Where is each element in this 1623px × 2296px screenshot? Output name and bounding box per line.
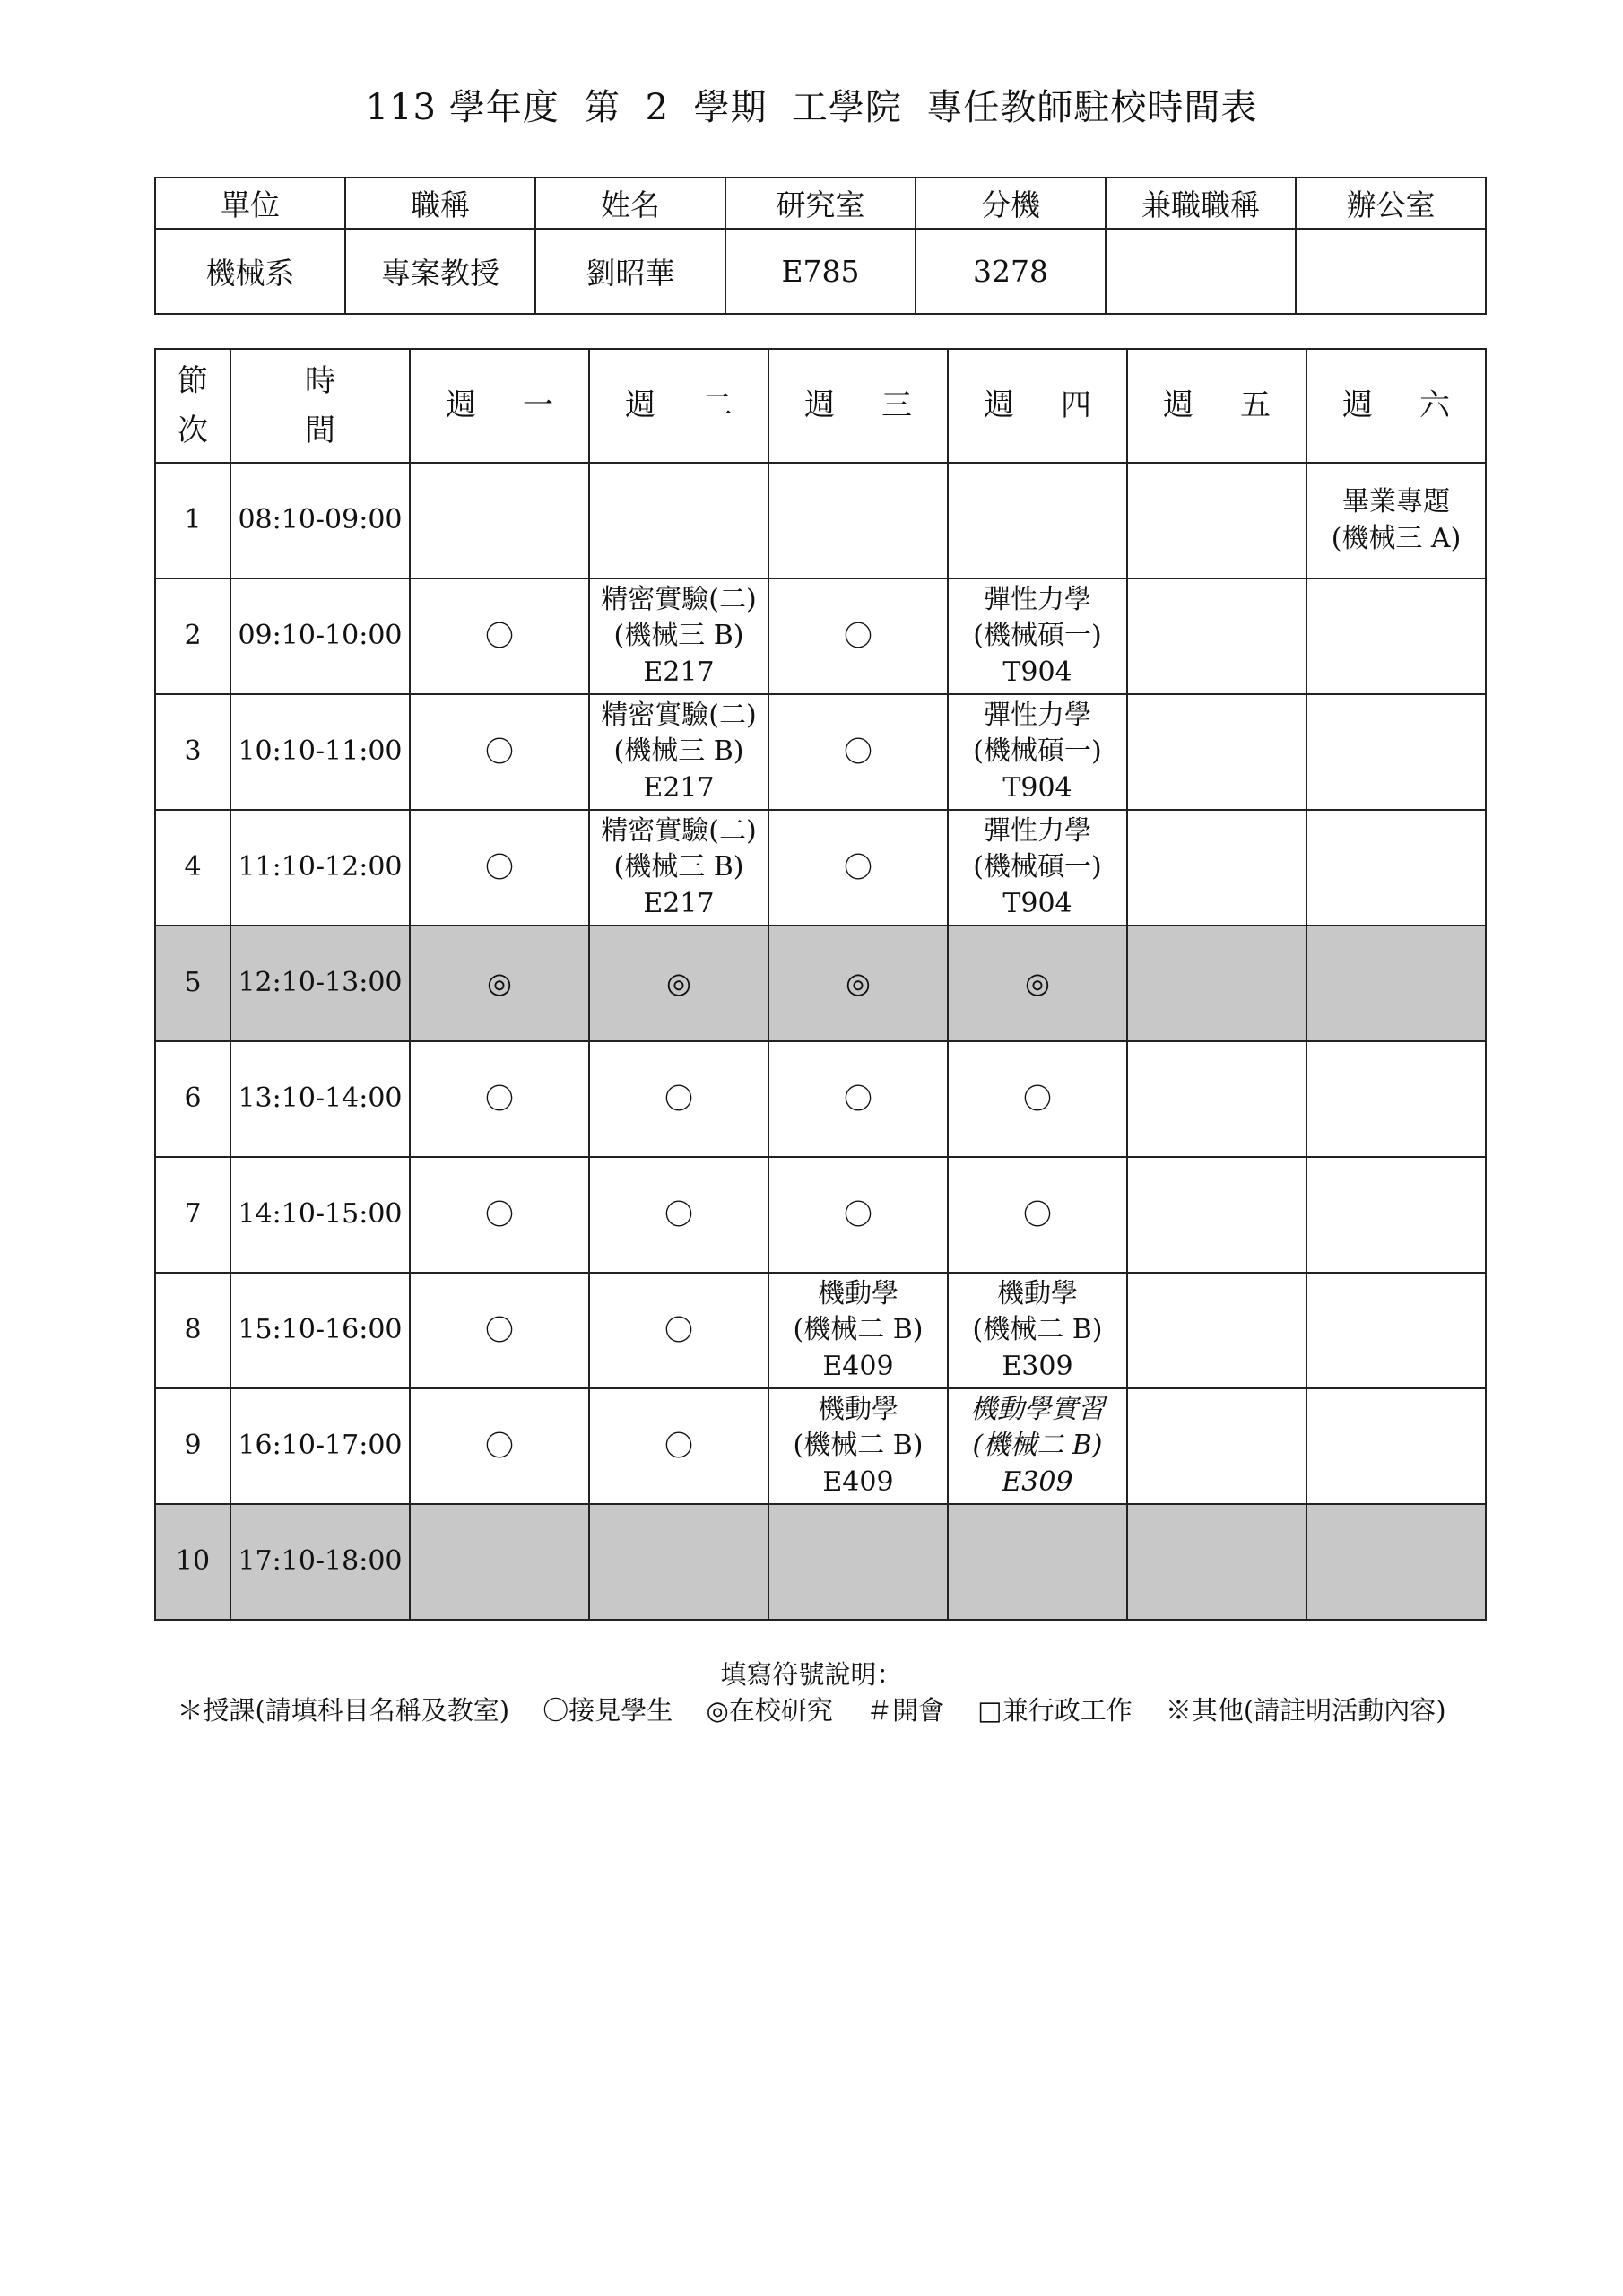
- header-time: [230, 349, 410, 463]
- period-time: 09:10-10:00: [230, 578, 410, 694]
- schedule-cell-mon: [410, 1504, 589, 1620]
- schedule-cell-mon: [410, 1041, 589, 1157]
- period-number: 1: [155, 463, 230, 578]
- info-header-extension: 分機: [916, 178, 1106, 229]
- period-time: 17:10-18:00: [230, 1504, 410, 1620]
- schedule-cell-tue: [589, 1388, 768, 1504]
- info-extension: 3278: [916, 229, 1106, 314]
- schedule-cell-tue: [589, 578, 768, 694]
- period-number: 2: [155, 578, 230, 694]
- info-header-lab: 研究室: [725, 178, 916, 229]
- schedule-cell-thu: [948, 578, 1127, 694]
- schedule-cell-tue: [589, 1157, 768, 1273]
- info-name: 劉昭華: [535, 229, 725, 314]
- schedule-cell-fri: [1127, 1388, 1306, 1504]
- teacher-info-table: [154, 177, 1487, 315]
- schedule-cell-wed: [768, 1273, 948, 1388]
- schedule-cell-mon: [410, 810, 589, 926]
- schedule-cell-sat: [1306, 926, 1486, 1041]
- header-period-top: 節: [178, 363, 208, 400]
- schedule-cell-thu: [948, 1504, 1127, 1620]
- schedule-cell-text: 〇: [843, 1081, 872, 1116]
- header-period: [155, 349, 230, 463]
- schedule-cell-tue: [589, 926, 768, 1041]
- schedule-row: [155, 810, 1486, 926]
- schedule-cell-text: 〇: [664, 1312, 693, 1347]
- schedule-cell-wed: [768, 1041, 948, 1157]
- info-concurrent-title: [1106, 229, 1296, 314]
- schedule-table: [154, 348, 1497, 1621]
- schedule-cell-sat: [1306, 1157, 1486, 1273]
- period-number: 5: [155, 926, 230, 1041]
- info-position: 專案教授: [345, 229, 535, 314]
- period-number: 8: [155, 1273, 230, 1388]
- legend-item-teaching: ＊授課(請填科目名稱及教室): [177, 1695, 510, 1726]
- schedule-cell-sat: [1306, 463, 1486, 578]
- schedule-row: [155, 1388, 1486, 1504]
- schedule-cell-thu: [948, 1157, 1127, 1273]
- period-time: 11:10-12:00: [230, 810, 410, 926]
- info-header-position: 職稱: [345, 178, 535, 229]
- schedule-cell-mon: [410, 926, 589, 1041]
- schedule-cell-text: 精密實驗(二) (機械三 B) E217: [601, 814, 757, 919]
- schedule-cell-fri: [1127, 463, 1306, 578]
- schedule-cell-text: 〇: [484, 849, 514, 884]
- schedule-cell-sat: [1306, 1273, 1486, 1388]
- schedule-cell-text: 彈性力學 (機械碩一) T904: [973, 814, 1102, 919]
- period-time: 15:10-16:00: [230, 1273, 410, 1388]
- schedule-cell-wed: [768, 1388, 948, 1504]
- schedule-cell-text: 彈性力學 (機械碩一) T904: [973, 583, 1102, 688]
- schedule-cell-text: 機動學 (機械二 B) E409: [793, 1393, 924, 1498]
- schedule-cell-sat: [1306, 1388, 1486, 1504]
- schedule-cell-mon: [410, 463, 589, 578]
- schedule-cell-wed: [768, 694, 948, 810]
- schedule-row: [155, 578, 1486, 694]
- info-header-name: 姓名: [535, 178, 725, 229]
- schedule-cell-text: 精密實驗(二) (機械三 B) E217: [601, 699, 757, 804]
- header-day-sat: 週六: [1306, 349, 1486, 463]
- schedule-cell-text: 〇: [843, 618, 872, 653]
- period-number: 10: [155, 1504, 230, 1620]
- schedule-cell-thu: [948, 810, 1127, 926]
- schedule-cell-tue: [589, 810, 768, 926]
- period-time: 08:10-09:00: [230, 463, 410, 578]
- schedule-cell-fri: [1127, 694, 1306, 810]
- schedule-cell-tue: [589, 694, 768, 810]
- schedule-cell-text: 〇: [1022, 1081, 1052, 1116]
- schedule-cell-sat: [1306, 1504, 1486, 1620]
- legend-item-meeting: ＃開會: [866, 1695, 945, 1726]
- schedule-cell-tue: [589, 1273, 768, 1388]
- schedule-cell-text: 〇: [843, 849, 872, 884]
- schedule-cell-text: ◎: [487, 965, 512, 1000]
- header-time-top: 時: [305, 363, 335, 400]
- info-header-row: [155, 178, 1486, 229]
- schedule-cell-text: 〇: [843, 734, 872, 769]
- schedule-cell-tue: [589, 1041, 768, 1157]
- schedule-cell-sat: [1306, 578, 1486, 694]
- info-header-unit: 單位: [155, 178, 345, 229]
- schedule-cell-text: 〇: [484, 1312, 514, 1347]
- schedule-cell-text: 精密實驗(二) (機械三 B) E217: [601, 583, 757, 688]
- info-header-office: 辦公室: [1296, 178, 1486, 229]
- legend-item-other: ※其他(請註明活動內容): [1165, 1695, 1446, 1726]
- legend-item-admin: □兼行政工作: [977, 1695, 1133, 1726]
- schedule-cell-fri: [1127, 810, 1306, 926]
- schedule-cell-text: ◎: [666, 965, 691, 1000]
- schedule-cell-text: 〇: [484, 1196, 514, 1231]
- schedule-cell-text: 機動學 (機械二 B) E409: [793, 1277, 924, 1382]
- schedule-row: [155, 694, 1486, 810]
- schedule-row: [155, 1041, 1486, 1157]
- header-day-tue: 週二: [589, 349, 768, 463]
- period-number: 3: [155, 694, 230, 810]
- schedule-cell-thu: [948, 1388, 1127, 1504]
- schedule-cell-text: 〇: [1022, 1196, 1052, 1231]
- header-time-bottom: 間: [305, 412, 335, 448]
- schedule-cell-thu: [948, 463, 1127, 578]
- info-unit: 機械系: [155, 229, 345, 314]
- period-number: 6: [155, 1041, 230, 1157]
- header-day-thu: 週四: [948, 349, 1127, 463]
- schedule-cell-wed: [768, 1157, 948, 1273]
- legend-title: 填寫符號說明：: [720, 1659, 903, 1690]
- schedule-cell-text: 〇: [484, 1081, 514, 1116]
- schedule-cell-sat: [1306, 694, 1486, 810]
- schedule-cell-mon: [410, 1157, 589, 1273]
- schedule-cell-thu: [948, 1041, 1127, 1157]
- schedule-cell-text: 畢業專題 (機械三 A): [1331, 486, 1462, 554]
- info-office: [1296, 229, 1486, 314]
- period-number: 7: [155, 1157, 230, 1273]
- schedule-cell-wed: [768, 810, 948, 926]
- schedule-row: [155, 463, 1486, 578]
- schedule-row: [155, 926, 1486, 1041]
- period-number: 4: [155, 810, 230, 926]
- schedule-cell-fri: [1127, 1041, 1306, 1157]
- schedule-row: [155, 1504, 1486, 1620]
- period-time: 13:10-14:00: [230, 1041, 410, 1157]
- schedule-cell-thu: [948, 694, 1127, 810]
- schedule-cell-text: 〇: [843, 1196, 872, 1231]
- schedule-cell-wed: [768, 463, 948, 578]
- schedule-cell-mon: [410, 578, 589, 694]
- schedule-cell-text: 〇: [484, 618, 514, 653]
- schedule-cell-text: 〇: [664, 1081, 693, 1116]
- schedule-header-row: [155, 349, 1486, 463]
- schedule-cell-wed: [768, 578, 948, 694]
- schedule-cell-mon: [410, 1273, 589, 1388]
- header-period-bottom: 次: [178, 412, 208, 448]
- schedule-cell-text: 機動學 (機械二 B) E309: [972, 1277, 1103, 1382]
- schedule-row: [155, 1157, 1486, 1273]
- legend-item-research: ◎在校研究: [706, 1695, 833, 1726]
- schedule-cell-fri: [1127, 1504, 1306, 1620]
- info-lab: E785: [725, 229, 916, 314]
- info-value-row: [155, 229, 1486, 314]
- schedule-cell-text: 機動學實習 (機械二 B) E309: [970, 1393, 1105, 1498]
- schedule-cell-mon: [410, 694, 589, 810]
- period-time: 14:10-15:00: [230, 1157, 410, 1273]
- period-time: 10:10-11:00: [230, 694, 410, 810]
- schedule-cell-thu: [948, 926, 1127, 1041]
- schedule-cell-text: ◎: [846, 965, 871, 1000]
- period-time: 16:10-17:00: [230, 1388, 410, 1504]
- schedule-cell-sat: [1306, 810, 1486, 926]
- schedule-cell-text: ◎: [1025, 965, 1050, 1000]
- header-day-wed: 週三: [768, 349, 948, 463]
- page-title: 113 學年度 第 2 學期 工學院 專任教師駐校時間表: [365, 87, 1258, 128]
- schedule-cell-mon: [410, 1388, 589, 1504]
- period-time: 12:10-13:00: [230, 926, 410, 1041]
- legend-item-meeting-students: 〇接見學生: [542, 1695, 673, 1726]
- schedule-cell-fri: [1127, 578, 1306, 694]
- schedule-cell-text: 〇: [484, 1428, 514, 1463]
- schedule-cell-sat: [1306, 1041, 1486, 1157]
- info-header-concurrent-title: 兼職職稱: [1106, 178, 1296, 229]
- schedule-cell-wed: [768, 1504, 948, 1620]
- schedule-cell-fri: [1127, 1273, 1306, 1388]
- schedule-cell-text: 〇: [664, 1428, 693, 1463]
- header-day-fri: 週五: [1127, 349, 1306, 463]
- schedule-cell-fri: [1127, 1157, 1306, 1273]
- period-number: 9: [155, 1388, 230, 1504]
- schedule-cell-fri: [1127, 926, 1306, 1041]
- schedule-cell-text: 〇: [484, 734, 514, 769]
- schedule-cell-text: 彈性力學 (機械碩一) T904: [973, 699, 1102, 804]
- schedule-cell-tue: [589, 463, 768, 578]
- schedule-cell-text: 〇: [664, 1196, 693, 1231]
- symbol-legend: [0, 1691, 1623, 1727]
- schedule-cell-tue: [589, 1504, 768, 1620]
- schedule-cell-thu: [948, 1273, 1127, 1388]
- schedule-row: [155, 1273, 1486, 1388]
- schedule-cell-wed: [768, 926, 948, 1041]
- header-day-mon: 週一: [410, 349, 589, 463]
